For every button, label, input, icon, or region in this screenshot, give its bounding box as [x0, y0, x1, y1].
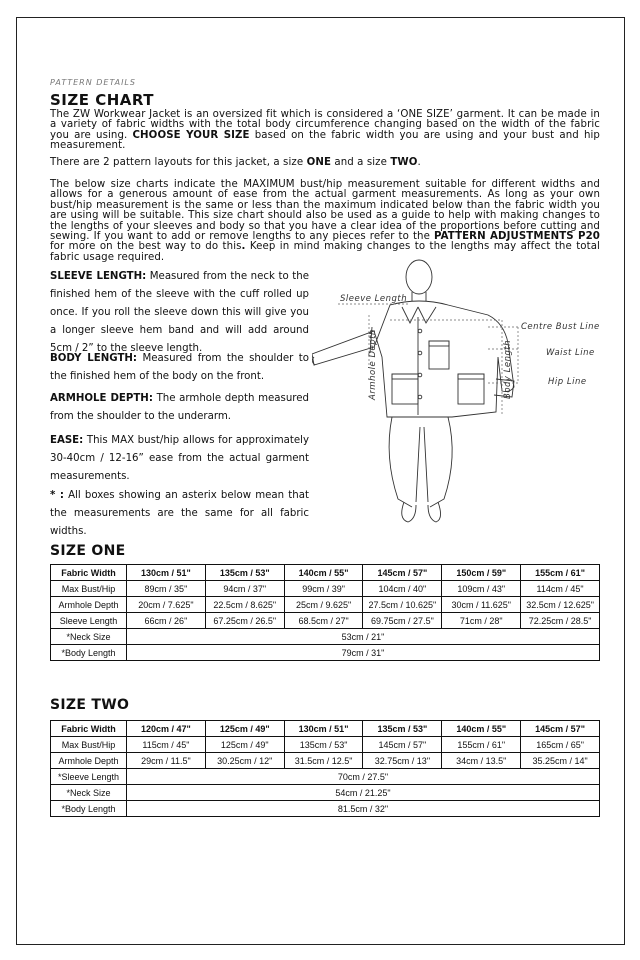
table-cell: Armhole Depth: [51, 753, 127, 769]
table-cell: 25cm / 9.625": [284, 597, 363, 613]
table-cell: 145cm / 57": [521, 721, 600, 737]
table-cell: Armhole Depth: [51, 597, 127, 613]
table-cell: 94cm / 37": [205, 581, 284, 597]
table-cell: *Neck Size: [51, 629, 127, 645]
table-cell: 53cm / 21": [127, 629, 600, 645]
table-cell: 30.25cm / 12": [205, 753, 284, 769]
table-row: [51, 597, 600, 613]
table-cell: Max Bust/Hip: [51, 737, 127, 753]
asterisk-note: * : All boxes showing an asterix below mean that the measurements are the same for all fabric widths.: [50, 490, 309, 537]
table-cell: 155cm / 61": [521, 565, 600, 581]
label-armhole-depth: Armhole Depth: [368, 329, 378, 400]
table-cell: 72.25cm / 28.5": [521, 613, 600, 629]
sleeve-length-definition: SLEEVE LENGTH: Measured from the neck to the finished hem of the sleeve with the cuff rolled up once. If you roll the sleeve down this will give you a longer sleeve hem band and will add around 5cm / 2” to the sleeve length.: [50, 271, 309, 354]
table-cell: 34cm / 13.5": [442, 753, 521, 769]
label-centre-bust-line: Centre Bust Line: [521, 322, 600, 332]
table-cell: 27.5cm / 10.625": [363, 597, 442, 613]
label-hip-line: Hip Line: [548, 377, 587, 387]
table-cell: 67.25cm / 26.5": [205, 613, 284, 629]
table-row: [51, 565, 600, 581]
label-sleeve-length: Sleeve Length: [340, 294, 408, 304]
table-row: [51, 581, 600, 597]
table-cell: 140cm / 55": [442, 721, 521, 737]
table-cell: 32.75cm / 13": [363, 753, 442, 769]
size-two-heading: SIZE TWO: [50, 697, 130, 713]
table-cell: Sleeve Length: [51, 613, 127, 629]
ease-definition: EASE: This MAX bust/hip allows for approximately 30-40cm / 12-16” ease from the actual garment measurements.: [50, 435, 309, 482]
table-row: [51, 785, 600, 801]
table-cell: 135cm / 53": [363, 721, 442, 737]
intro-paragraph-3: The below size charts indicate the MAXIMUM bust/hip measurement suitable for different widths and allows for a generous amount of ease from the actual garment measurements. As long as your own bust/hip measurement is the same or less than the maximum indicated below than the fabric width you are using will be suitable. This size chart should also be used as a guide to help with making changes to the lengths of your sleeves and body so that you have a clear idea of the proportions before cutting and sewing. If you want to add or remove lengths to any pieces refer to the PATTERN ADJUSTMENTS P20 for more on the best way to do this. Keep in mind making changes to the lengths may affect the total fabric usage required.: [50, 179, 600, 263]
table-cell: 20cm / 7.625": [127, 597, 206, 613]
table-cell: *Body Length: [51, 801, 127, 817]
table-cell: 120cm / 47": [127, 721, 206, 737]
section-eyebrow: PATTERN DETAILS: [50, 78, 136, 87]
table-row: [51, 629, 600, 645]
table-cell: 29cm / 11.5": [127, 753, 206, 769]
label-body-length: Body Length: [503, 339, 513, 399]
intro-paragraph-2: There are 2 pattern layouts for this jacket, a size ONE and a size TWO.: [50, 157, 421, 168]
table-cell: 66cm / 26": [127, 613, 206, 629]
table-cell: 99cm / 39": [284, 581, 363, 597]
table-cell: 54cm / 21.25": [127, 785, 600, 801]
size-one-table: [50, 564, 600, 661]
table-cell: 31.5cm / 12.5": [284, 753, 363, 769]
table-cell: 125cm / 49": [205, 737, 284, 753]
table-cell: 109cm / 43": [442, 581, 521, 597]
armhole-depth-definition: ARMHOLE DEPTH: The armhole depth measured from the shoulder to the underarm.: [50, 393, 309, 422]
table-cell: 104cm / 40": [363, 581, 442, 597]
table-cell: 32.5cm / 12.625": [521, 597, 600, 613]
table-cell: 135cm / 53": [284, 737, 363, 753]
table-cell: Fabric Width: [51, 565, 127, 581]
table-cell: 145cm / 57": [363, 737, 442, 753]
table-cell: Max Bust/Hip: [51, 581, 127, 597]
table-cell: *Neck Size: [51, 785, 127, 801]
table-cell: 69.75cm / 27.5": [363, 613, 442, 629]
jacket-figure-illustration: [312, 257, 630, 547]
table-row: [51, 645, 600, 661]
table-cell: 22.5cm / 8.625": [205, 597, 284, 613]
table-cell: *Sleeve Length: [51, 769, 127, 785]
table-cell: 114cm / 45": [521, 581, 600, 597]
table-cell: 125cm / 49": [205, 721, 284, 737]
table-cell: 79cm / 31": [127, 645, 600, 661]
table-cell: 81.5cm / 32": [127, 801, 600, 817]
figure-trousers: [389, 417, 452, 507]
figure-head: [406, 260, 432, 294]
table-cell: 30cm / 11.625": [442, 597, 521, 613]
label-waist-line: Waist Line: [546, 348, 595, 358]
table-row: [51, 721, 600, 737]
size-one-heading: SIZE ONE: [50, 543, 126, 559]
table-cell: 70cm / 27.5": [127, 769, 600, 785]
size-two-table: [50, 720, 600, 817]
table-row: [51, 801, 600, 817]
table-cell: Fabric Width: [51, 721, 127, 737]
table-cell: 68.5cm / 27": [284, 613, 363, 629]
table-cell: 155cm / 61": [442, 737, 521, 753]
table-cell: 165cm / 65": [521, 737, 600, 753]
table-row: [51, 737, 600, 753]
table-cell: 35.25cm / 14": [521, 753, 600, 769]
table-cell: 71cm / 28": [442, 613, 521, 629]
intro-paragraph-1: The ZW Workwear Jacket is an oversized fit which is considered a ‘ONE SIZE’ garment. It can be made in a variety of fabric widths with the total body circumference changing based on the width of the fabric you are using. CHOOSE YOUR SIZE based on the fabric width you are using and your bust and hip measurement.: [50, 109, 601, 152]
table-row: [51, 769, 600, 785]
table-cell: 89cm / 35": [127, 581, 206, 597]
body-length-definition: BODY LENGTH: Measured from the shoulder to the finished hem of the body on the front.: [50, 353, 309, 382]
table-cell: 150cm / 59": [442, 565, 521, 581]
table-cell: 130cm / 51": [127, 565, 206, 581]
table-cell: 115cm / 45": [127, 737, 206, 753]
table-cell: 140cm / 55": [284, 565, 363, 581]
table-cell: *Body Length: [51, 645, 127, 661]
table-cell: 145cm / 57": [363, 565, 442, 581]
table-cell: 135cm / 53": [205, 565, 284, 581]
page-title: SIZE CHART: [50, 91, 155, 109]
table-row: [51, 753, 600, 769]
table-cell: 130cm / 51": [284, 721, 363, 737]
table-row: [51, 613, 600, 629]
